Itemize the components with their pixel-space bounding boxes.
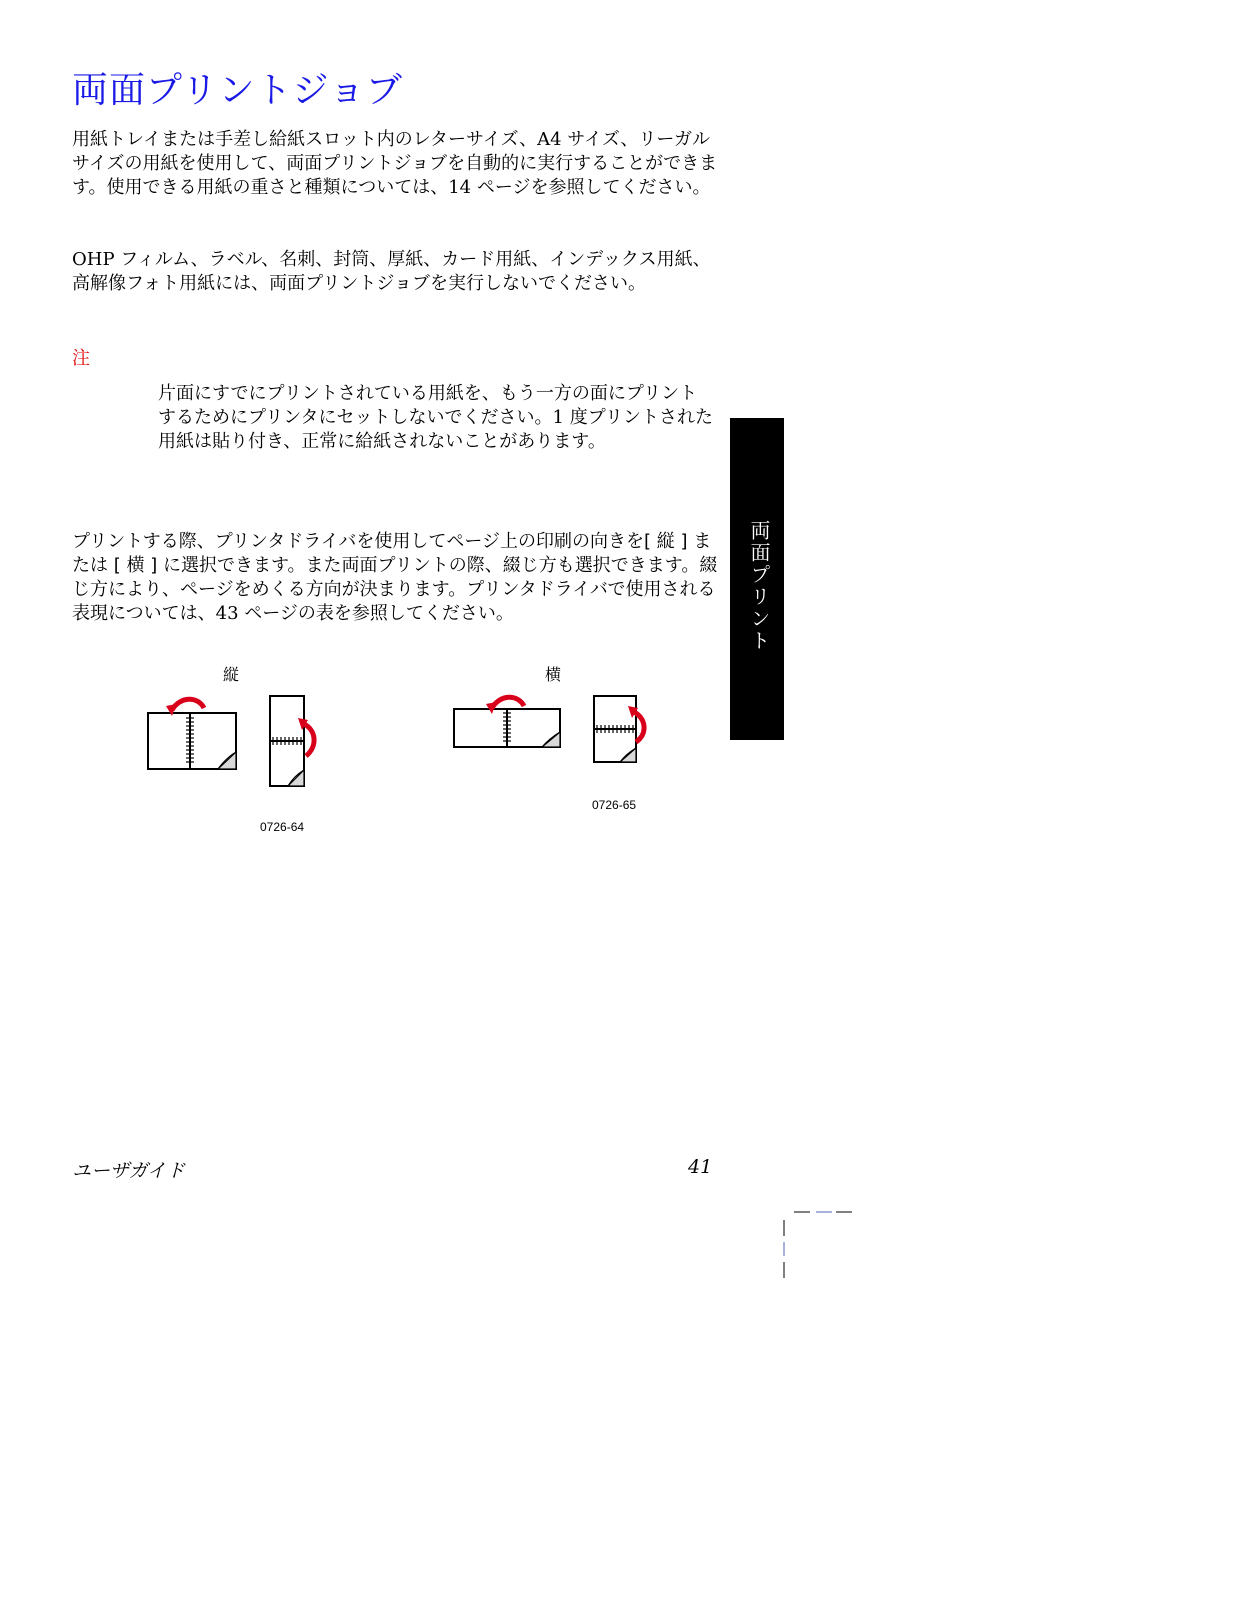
section-side-tab <box>730 418 784 740</box>
footer-page-number: 41 <box>688 1156 713 1178</box>
landscape-binding-illustration <box>448 688 658 770</box>
restriction-end: 。 <box>628 273 647 294</box>
portrait-short-edge-booklet <box>270 696 314 786</box>
orientation-text-a: プリントする際、プリンタドライバを使用してページ上の印刷の向きを <box>72 531 645 552</box>
portrait-label: 縦 <box>223 665 240 684</box>
portrait-option: [ 縦 ] <box>644 531 688 552</box>
portrait-long-edge-booklet <box>148 699 236 769</box>
footer-guide-title: ユーザガイド <box>72 1160 186 1182</box>
side-tab-label: 両面プリント <box>747 520 771 652</box>
restriction-text: OHP フィルム、ラベル、名刺、封筒、厚紙、カード用紙、インデックス用紙、高解像フォト用紙には、両面プリントジョブを実行 <box>72 249 711 294</box>
landscape-figure-code: 0726-65 <box>592 798 637 812</box>
orientation-text-b: または <box>72 531 712 576</box>
restriction-emphasis: しないでください <box>484 273 629 294</box>
landscape-short-edge-booklet <box>594 696 644 762</box>
page-title: 両面プリントジョブ <box>72 70 403 111</box>
paragraph-restriction <box>72 248 722 296</box>
paragraph-intro: 用紙トレイまたは手差し給紙スロット内のレターサイズ、A4 サイズ、リーガルサイズの用紙を使用して、両面プリントジョブを自動的に実行することができます。使用できる用紙の重さと種類については、14 ページを参照してください。 <box>72 129 718 198</box>
note-body: 片面にすでにプリントされている用紙を、もう一方の面にプリントするためにプリンタにセットしないでください。1 度プリントされた用紙は貼り付き、正常に給紙されないことがあります。 <box>158 383 714 452</box>
crop-marks <box>780 1200 860 1280</box>
portrait-figure-code: 0726-64 <box>260 820 305 834</box>
note-label: 注 <box>72 348 90 369</box>
landscape-long-edge-booklet <box>454 697 560 747</box>
landscape-option: [ 横 ] <box>113 555 158 576</box>
paragraph-orientation <box>72 530 722 626</box>
orientation-text-c: に選択できます。また両面プリントの際、綴じ方も選択できます。綴じ方により、ページをめくる方向が決まります。プリンタドライバで使用される表現については、43 ページの表を参照してください。 <box>72 555 718 624</box>
landscape-label: 横 <box>545 665 562 684</box>
portrait-binding-illustration <box>140 688 340 790</box>
